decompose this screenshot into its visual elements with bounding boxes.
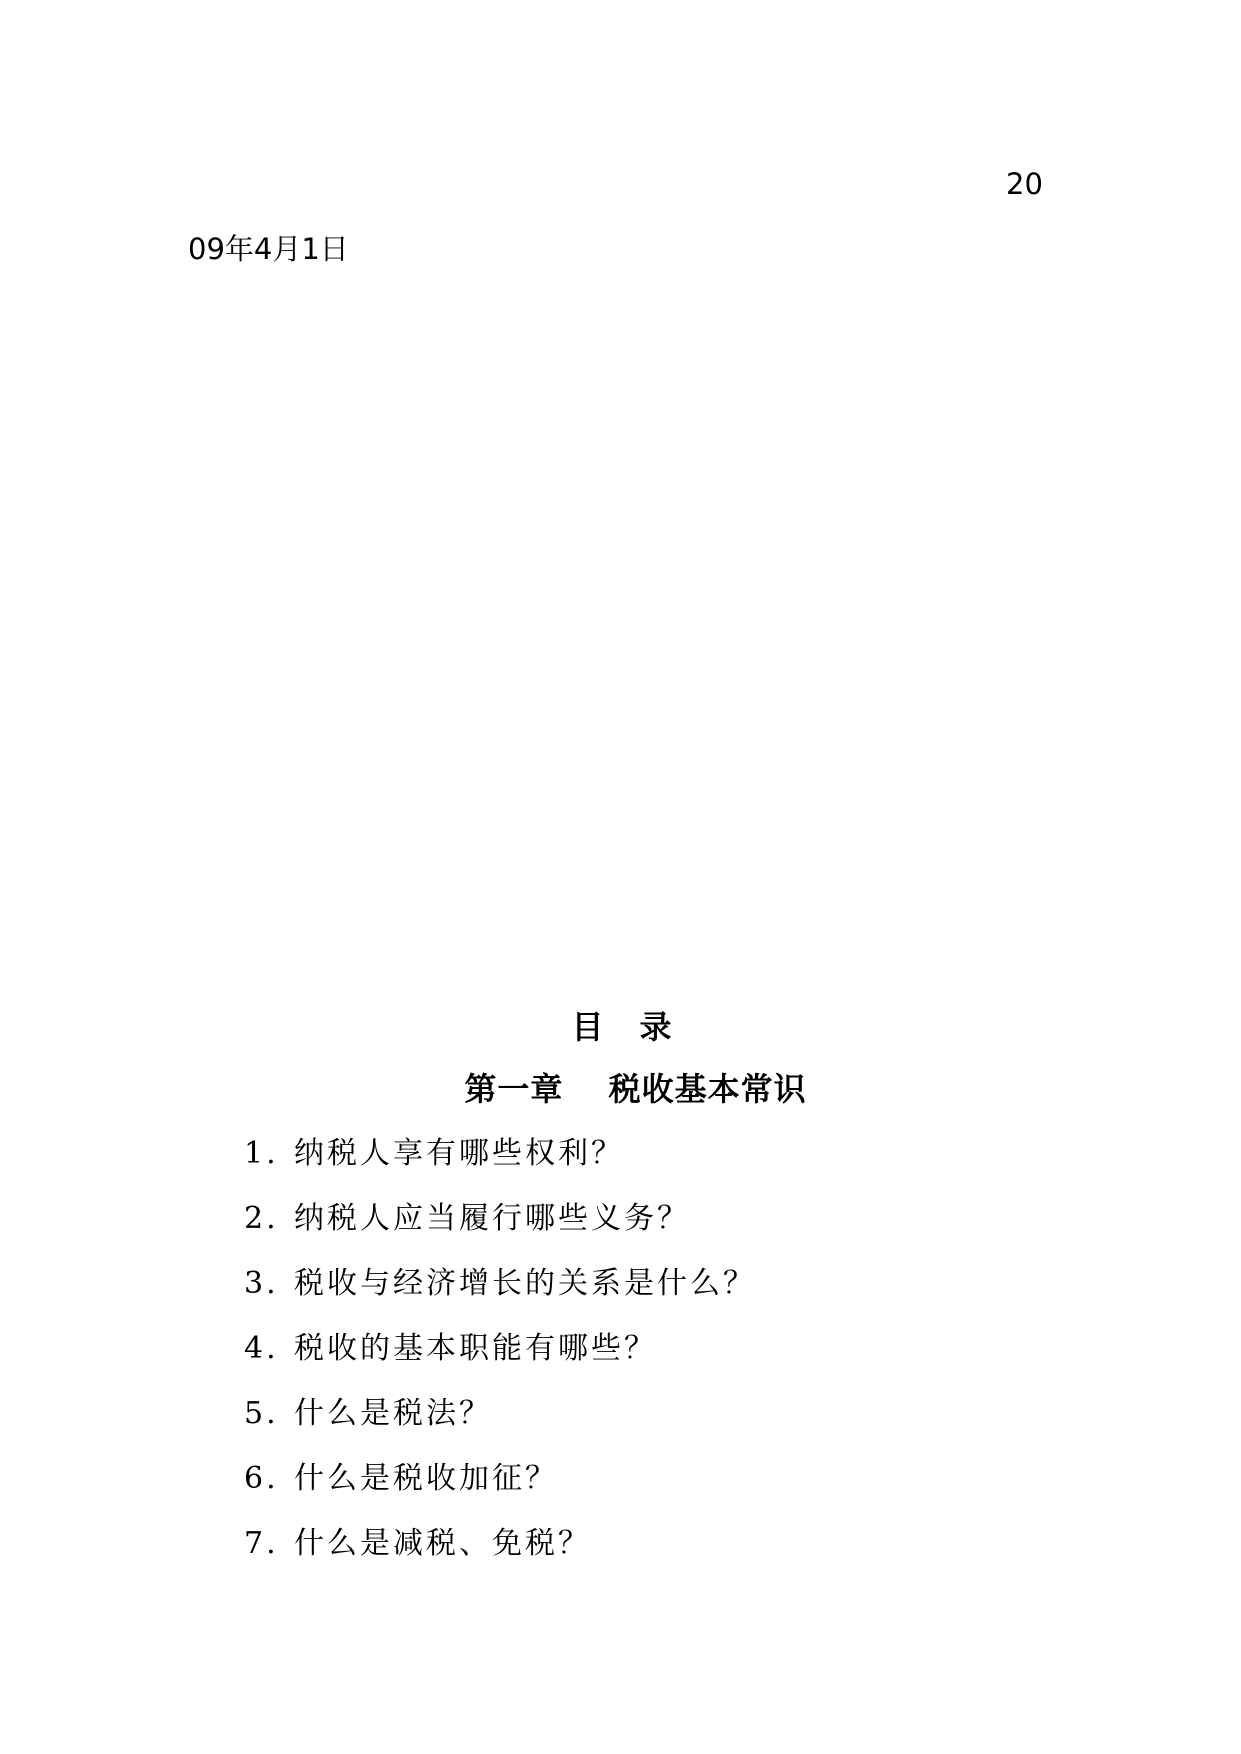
- toc-item-text: 什么是税法？: [294, 1396, 492, 1431]
- toc-title: 目 录: [571, 1008, 674, 1046]
- toc-item-text: 税收的基本职能有哪些？: [294, 1331, 657, 1366]
- toc-item-number: 5.: [244, 1396, 279, 1431]
- toc-item-text: 税收与经济增长的关系是什么？: [294, 1266, 756, 1301]
- toc-item-text: 纳税人享有哪些权利？: [294, 1136, 624, 1171]
- toc-item-number: 4.: [244, 1331, 279, 1366]
- chapter-title: 第一章 税收基本常识: [464, 1070, 807, 1108]
- toc-item-text: 什么是税收加征？: [294, 1461, 558, 1496]
- toc-item: [244, 1522, 756, 1587]
- date-remainder: 09年4月1日: [188, 232, 349, 266]
- toc-item-number: 2.: [244, 1201, 279, 1236]
- toc-item: [244, 1457, 756, 1522]
- toc-item-number: 6.: [244, 1461, 279, 1496]
- toc-item-number: 1.: [244, 1136, 279, 1171]
- toc-item: [244, 1262, 756, 1327]
- date-year-prefix: 20: [1006, 167, 1043, 201]
- toc-item: [244, 1327, 756, 1392]
- toc-item: [244, 1197, 756, 1262]
- toc-list: [244, 1132, 756, 1587]
- toc-item-number: 7.: [244, 1526, 279, 1561]
- toc-item-text: 纳税人应当履行哪些义务？: [294, 1201, 690, 1236]
- toc-item: [244, 1132, 756, 1197]
- toc-item: [244, 1392, 756, 1457]
- toc-item-number: 3.: [244, 1266, 279, 1301]
- toc-item-text: 什么是减税、免税？: [294, 1526, 591, 1561]
